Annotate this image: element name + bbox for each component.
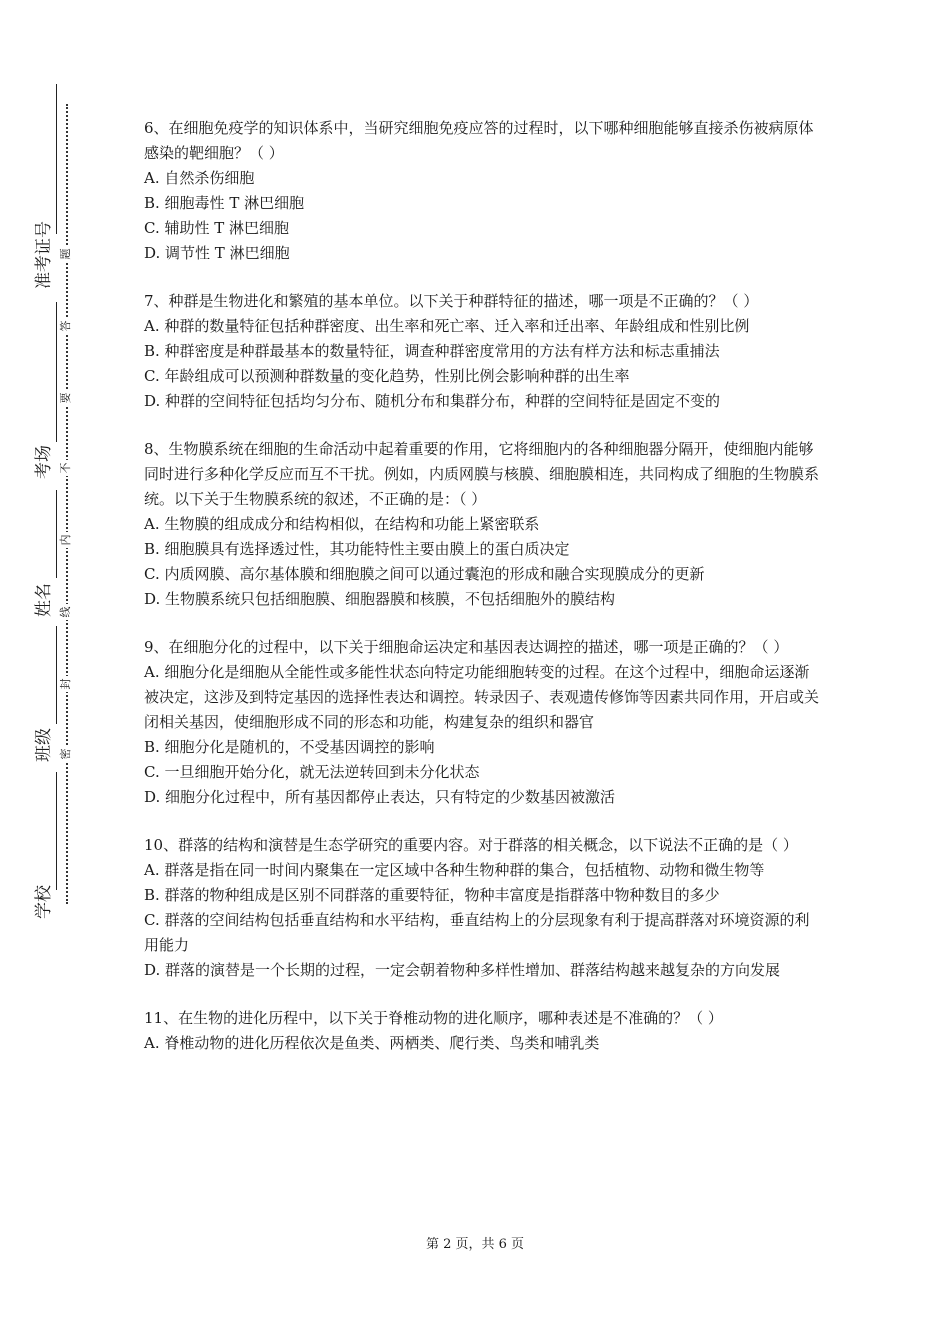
question-stem: 6、在细胞免疫学的知识体系中，当研究细胞免疫应答的过程时，以下哪种细胞能够直接杀伤被病原体感染的靶细胞？（ ） (144, 119, 814, 162)
field-line (56, 84, 57, 234)
option-b: B. 细胞分化是随机的，不受基因调控的影响 (144, 738, 435, 756)
option-d: D. 细胞分化过程中，所有基因都停止表达，只有特定的少数基因被激活 (144, 788, 616, 806)
question-stem: 9、在细胞分化的过程中，以下关于细胞命运决定和基因表达调控的描述，哪一项是正确的？（ ） (144, 638, 789, 656)
option-a: A. 脊椎动物的进化历程依次是鱼类、两栖类、爬行类、鸟类和哺乳类 (144, 1034, 600, 1052)
option-a: A. 自然杀伤细胞 (144, 169, 255, 187)
seal-char: 线 (58, 604, 74, 620)
seal-char: 答 (58, 318, 74, 334)
question-stem: 8、生物膜系统在细胞的生命活动中起着重要的作用，它将细胞内的各种细胞器分隔开，使细胞内能够同时进行多种化学反应而互不干扰。例如，内质网膜与核膜、细胞膜相连，共同构成了细胞的生物膜系统。以下关于生物膜系统的叙述，不正确的是：（ ） (144, 440, 820, 508)
option-d: D. 群落的演替是一个长期的过程，一定会朝着物种多样性增加、群落结构越来越复杂的方向发展 (144, 961, 781, 979)
option-d: D. 生物膜系统只包括细胞膜、细胞器膜和核膜，不包括细胞外的膜结构 (144, 590, 616, 608)
option-c: C. 年龄组成可以预测种群数量的变化趋势，性别比例会影响种群的出生率 (144, 367, 630, 385)
option-a: A. 细胞分化是细胞从全能性或多能性状态向特定功能细胞转变的过程。在这个过程中，细胞命运逐渐被决定，这涉及到特定基因的选择性表达和调控。转录因子、表观遗传修饰等因素共同作用，开启或关闭相关基因，使细胞形成不同的形态和功能，构建复杂的组织和器官 (144, 663, 820, 731)
page-footer: 第 2 页，共 6 页 (425, 1237, 525, 1252)
option-b: B. 种群密度是种群最基本的数量特征，调查种群密度常用的方法有样方法和标志重捕法 (144, 342, 720, 360)
option-a: A. 生物膜的组成成分和结构相似，在结构和功能上紧密联系 (144, 515, 540, 533)
question-7 (144, 289, 820, 414)
option-c: C. 一旦细胞开始分化，就无法逆转回到未分化状态 (144, 763, 480, 781)
question-stem: 10、群落的结构和演替是生态学研究的重要内容。对于群落的相关概念，以下说法不正确的是（ ） (144, 836, 798, 854)
option-a: A. 种群的数量特征包括种群密度、出生率和死亡率、迁入率和迁出率、年龄组成和性别比例 (144, 317, 750, 335)
seal-char: 内 (58, 532, 74, 548)
question-6 (144, 116, 820, 266)
option-d: D. 种群的空间特征包括均匀分布、随机分布和集群分布，种群的空间特征是固定不变的 (144, 392, 721, 410)
question-11 (144, 1006, 820, 1056)
question-stem: 7、种群是生物进化和繁殖的基本单位。以下关于种群特征的描述，哪一项是不正确的？（ ） (144, 292, 759, 310)
seal-char: 密 (58, 746, 74, 762)
option-b: B. 细胞膜具有选择透过性，其功能特性主要由膜上的蛋白质决定 (144, 540, 570, 558)
question-10 (144, 833, 820, 983)
seal-char: 要 (58, 390, 74, 406)
field-line (56, 626, 57, 724)
seal-char: 封 (58, 676, 74, 692)
field-line (56, 772, 57, 890)
binding-margin (20, 84, 80, 919)
field-line (56, 490, 57, 578)
option-c: C. 内质网膜、高尔基体膜和细胞膜之间可以通过囊泡的形成和融合实现膜成分的更新 (144, 565, 705, 583)
seal-dotted-line (66, 104, 68, 904)
question-list (144, 116, 820, 1079)
question-stem: 11、在生物的进化历程中，以下关于脊椎动物的进化顺序，哪种表述是不准确的？（ ） (144, 1009, 723, 1027)
option-b: B. 群落的物种组成是区别不同群落的重要特征，物种丰富度是指群落中物种数目的多少 (144, 886, 720, 904)
option-a: A. 群落是指在同一时间内聚集在一定区域中各种生物种群的集合，包括植物、动物和微生物等 (144, 861, 765, 879)
field-label-name: 姓名 (34, 583, 54, 617)
field-line (56, 302, 57, 442)
field-label-school: 学校 (34, 885, 54, 919)
field-label-exam-number: 准考证号 (34, 221, 54, 289)
field-label-class: 班级 (34, 728, 54, 762)
seal-char: 题 (58, 246, 74, 262)
question-9 (144, 635, 820, 810)
field-label-exam-room: 考场 (34, 445, 54, 479)
option-d: D. 调节性 T 淋巴细胞 (144, 244, 290, 262)
option-c: C. 群落的空间结构包括垂直结构和水平结构，垂直结构上的分层现象有利于提高群落对环境资源的利用能力 (144, 911, 810, 954)
seal-char: 不 (58, 460, 74, 476)
option-b: B. 细胞毒性 T 淋巴细胞 (144, 194, 305, 212)
option-c: C. 辅助性 T 淋巴细胞 (144, 219, 290, 237)
question-8 (144, 437, 820, 612)
